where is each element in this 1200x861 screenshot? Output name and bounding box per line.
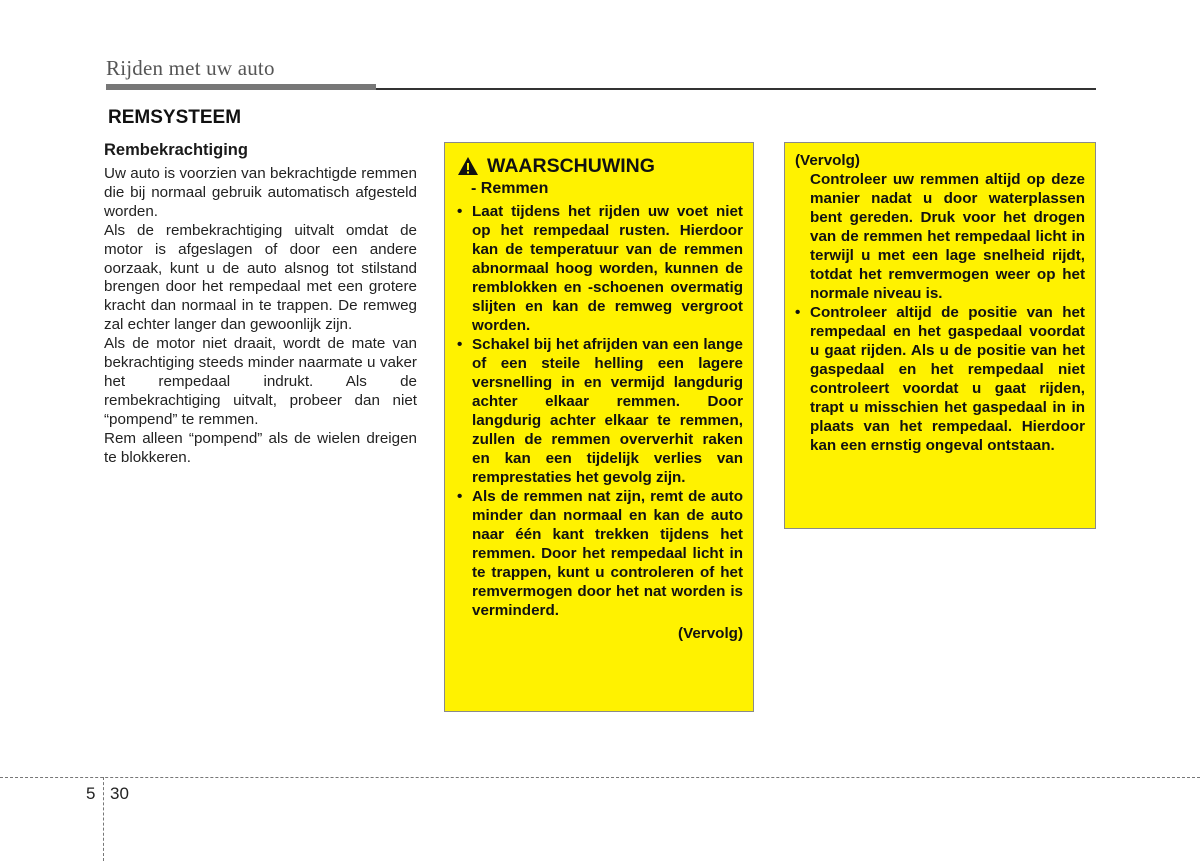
body-column <box>104 140 417 468</box>
header-title: Rijden met uw auto <box>106 56 275 80</box>
continuation-bullet: • Controleer altijd de positie van het rempedaal en het gaspedaal voordat u gaat rijden. Als u de positie van het gaspedaal en het rempedaal niet controleert voordat u gaat rijden, trapt u misschien het gaspedaal in in plaats van het rempedaal. Hierdoor kan een ernstig ongeval ontstaan. <box>795 303 1085 455</box>
header-rule-thin <box>376 88 1096 90</box>
header-rule-thick <box>106 84 376 90</box>
body-paragraph: Als de motor niet draait, wordt de mate van bekrachtiging steeds minder naarmate u vaker het rempedaal indrukt. Als de rembekrachtiging uitvalt, probeer dan niet “pompend” te remmen. <box>104 335 417 428</box>
warning-bullet: • Laat tijdens het rijden uw voet niet op het rempedaal rusten. Hierdoor kan de temperatuur van de remmen abnormaal hoog worden, kunnen de remblokken en -schoenen overmatig slijten en kan de remweg vergroot worden. <box>457 202 743 335</box>
warning-box <box>444 142 754 712</box>
continued-label: (Vervolg) <box>678 625 743 642</box>
body-paragraph: Rem alleen “pompend” als de wielen dreigen te blokkeren. <box>104 429 417 466</box>
footer-divider <box>103 777 104 861</box>
warning-bullet: • Als de remmen nat zijn, remt de auto minder dan normaal en kan de auto naar één kant trekken tijdens het remmen. Door het rempedaal licht in te trappen, kunt u controleren of het remvermogen door het nat worden is verminderd. <box>457 487 743 620</box>
body-paragraph: Uw auto is voorzien van bekrachtigde remmen die bij normaal gebruik automatisch afgesteld worden. <box>104 165 417 220</box>
page-number: 30 <box>110 784 129 803</box>
continuation-heading: (Vervolg) <box>795 152 860 169</box>
warning-subtitle: - Remmen <box>471 180 549 197</box>
continuation-box <box>784 142 1096 529</box>
warning-bullet: • Schakel bij het afrijden van een lange of een steile helling een lagere versnelling in en vermijd langdurig achter elkaar remmen. Door langdurig achter elkaar te remmen, zullen de remmen oververhit raken en kan een tijdelijk verlies van remprestaties het gevolg zijn. <box>457 335 743 487</box>
body-paragraph: Als de rembekrachtiging uitvalt omdat de motor is afgeslagen of door een andere oorzaak, kunt u de auto alsnog tot stilstand brengen door het rempedaal met een grotere kracht dan normaal in te trappen. De remweg zal echter langer dan gewoonlijk zijn. <box>104 221 417 334</box>
sub-heading: Rembekrachtiging <box>104 141 248 159</box>
section-title: REMSYSTEEM <box>108 107 242 128</box>
chapter-number: 5 <box>86 784 96 803</box>
warning-title: WAARSCHUWING <box>487 155 655 177</box>
warning-header <box>457 155 743 177</box>
footer-rule <box>0 777 1200 778</box>
warning-triangle-icon <box>457 156 479 176</box>
continuation-paragraph: Controleer uw remmen altijd op deze manier nadat u door waterplassen bent gereden. Druk voor het drogen van de remmen het rempedaal licht in terwijl u met een lage snelheid rijdt, totdat het remvermogen weer op het normale niveau is. <box>810 171 1085 302</box>
